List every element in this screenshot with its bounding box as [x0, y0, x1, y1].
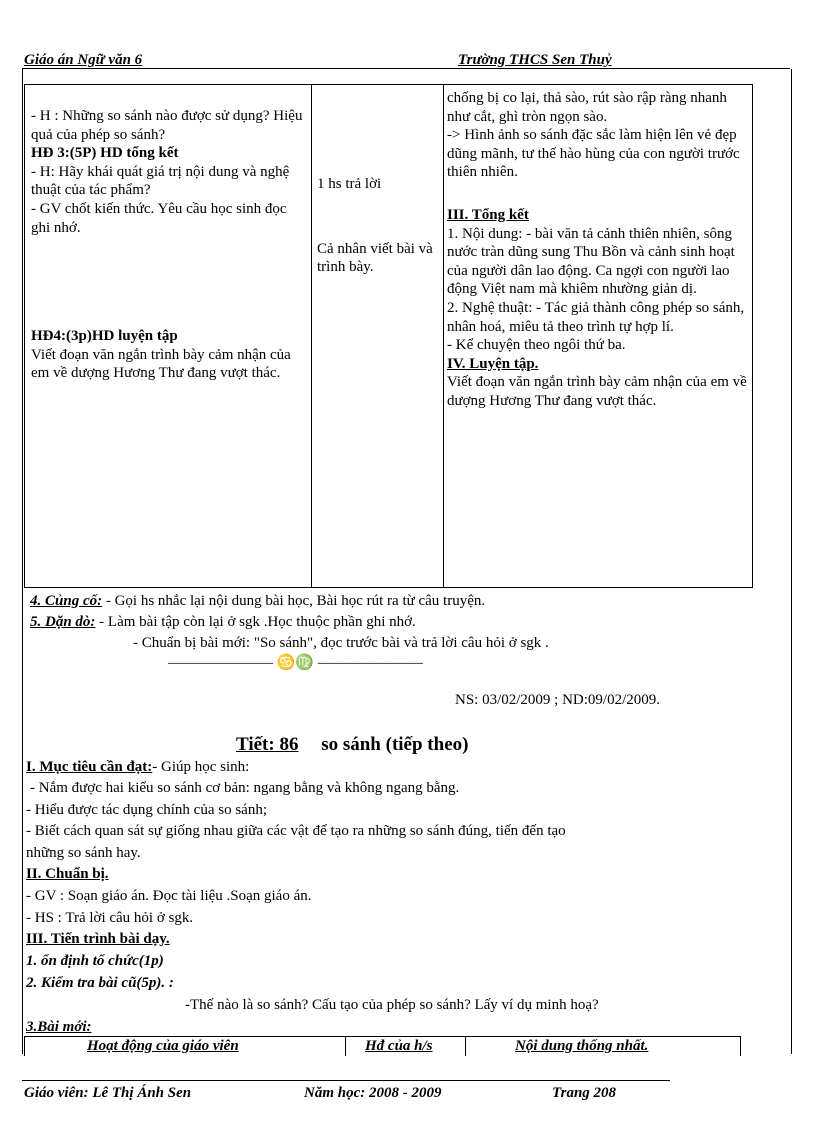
process-step-1: 1. ổn định tổ chức(1p)	[26, 953, 164, 969]
lesson-table	[24, 84, 753, 588]
prepare-next-line: - Chuẩn bị bài mới: "So sánh", đọc trước bài và trả lời câu hỏi ở sgk .	[133, 635, 549, 651]
question-comparison: - H : Những so sánh nào được sử dụng? Hiệu quả của phép so sánh?	[31, 108, 303, 143]
goals-heading-line	[26, 759, 249, 776]
content-paragraph: chống bị co lại, thả sào, rút sào rập ràng nhanh như cắt, ghì tròn ngọn sào.	[447, 90, 727, 125]
table-col-divider	[345, 1037, 346, 1056]
summary-narration: - Kể chuyện theo ngôi thứ ba.	[447, 337, 626, 354]
table-col-divider	[443, 85, 444, 587]
table-col-divider	[465, 1037, 466, 1056]
goals-heading: I. Mục tiêu cần đạt:	[26, 759, 153, 775]
footer-year: Năm học: 2008 - 2009	[304, 1085, 442, 1101]
goals-intro: - Giúp học sinh:	[152, 759, 250, 775]
consolidation-line	[30, 593, 485, 610]
prep-heading: II. Chuẩn bị.	[26, 866, 109, 882]
consolidation-text: - Gọi hs nhắc lại nội dung bài học, Bài học rút ra từ câu truyện.	[102, 593, 486, 609]
practice-content: Viết đoạn văn ngắn trình bày cảm nhận của em về dượng Hương Thư đang vượt thác.	[447, 374, 747, 409]
process-heading: III. Tiến trình bài dạy.	[26, 931, 170, 947]
summary-heading: III. Tổng kết	[447, 206, 529, 223]
process-step-3: 3.Bài mới:	[26, 1019, 92, 1035]
summary-art: 2. Nghệ thuật: - Tác giả thành công phép so sánh, nhân hoá, miêu tả theo trình tự hợp lí.	[447, 299, 745, 335]
content-cell	[447, 89, 747, 411]
lesson-title-line	[236, 734, 468, 756]
prep-teacher: - GV : Soạn giáo án. Đọc tài liệu .Soạn giáo án.	[26, 888, 312, 904]
dates: NS: 03/02/2009 ; ND:09/02/2009.	[455, 692, 661, 708]
practice-task: Viết đoạn văn ngắn trình bày cảm nhận của em về dượng Hương Thư đang vượt thác.	[31, 346, 291, 382]
col-student-header: Hđ của h/s	[365, 1038, 433, 1054]
student-writing: Cả nhân viết bài và trình bày.	[317, 240, 433, 276]
activity-4-heading: HĐ4:(3p)HD luyện tập	[31, 328, 178, 345]
goal-item: - Biết cách quan sát sự giống nhau giữa các vật để tạo ra những so sánh đúng, tiến đến tạo	[26, 823, 566, 839]
process-step-2: 2. Kiểm tra bài cũ(5p). :	[26, 975, 174, 991]
lesson-title: so sánh (tiếp theo)	[321, 734, 469, 755]
goal-item: những so sánh hay.	[26, 845, 141, 861]
footer-page: Trang 208	[552, 1085, 617, 1101]
homework-line	[30, 614, 416, 631]
footer-teacher: Giáo viên: Lê Thị Ánh Sen	[24, 1085, 192, 1101]
content-paragraph: -> Hình ảnh so sánh đặc sắc làm hiện lên vẻ đẹp dũng mãnh, tư thế hào hùng của con người trước thiên nhiên.	[447, 127, 740, 181]
section-divider: ——————— ♋♍ ———————	[168, 655, 423, 671]
summary-content: 1. Nội dung: - bài văn tả cảnh thiên nhiên, sông nước tràn dũng sung Thu Bồn và cảnh sinh hoạt của người dân lao động. Ca ngợi con người lao động Việt nam mà khiêm nhường giản dị.	[447, 225, 735, 298]
col-content-header: Nội dung thống nhất.	[515, 1038, 649, 1054]
homework-text: - Làm bài tập còn lại ở sgk .Học thuộc phần ghi nhớ.	[95, 614, 416, 630]
homework-label: 5. Dặn dò:	[30, 614, 96, 630]
col-teacher-header: Hoạt động của giáo viên	[87, 1038, 239, 1054]
consolidation-label: 4. Củng cố:	[30, 593, 103, 609]
header-subject: Giáo án Ngữ văn 6	[24, 52, 143, 68]
table-col-divider	[311, 85, 312, 587]
prep-student: - HS : Trả lời câu hỏi ở sgk.	[26, 910, 194, 926]
review-question: -Thế nào là so sánh? Cấu tạo của phép so sánh? Lấy ví dụ minh hoạ?	[185, 997, 599, 1013]
student-answer: 1 hs trả lời	[317, 176, 382, 192]
footer-rule	[22, 1080, 670, 1081]
goal-item: - Hiểu được tác dụng chính của so sánh;	[26, 802, 267, 818]
goal-item: - Nắm được hai kiểu so sánh cơ bản: ngang bằng và không ngang bằng.	[30, 780, 460, 796]
activity-table-header	[24, 1036, 741, 1056]
teacher-activity-cell	[31, 107, 307, 383]
question-summary: - H: Hãy khái quát giá trị nội dung và nghệ thuật của tác phẩm?	[31, 163, 290, 199]
student-activity-cell	[317, 175, 437, 277]
teacher-instruction: - GV chốt kiến thức. Yêu cầu học sinh đọc ghi nhớ.	[31, 200, 287, 236]
activity-3-heading: HĐ 3:(5P) HD tổng kết	[31, 145, 179, 162]
practice-heading: IV. Luyện tập.	[447, 355, 539, 372]
lesson-number: Tiết: 86	[236, 734, 299, 755]
header-school: Trường THCS Sen Thuỷ	[458, 52, 612, 68]
